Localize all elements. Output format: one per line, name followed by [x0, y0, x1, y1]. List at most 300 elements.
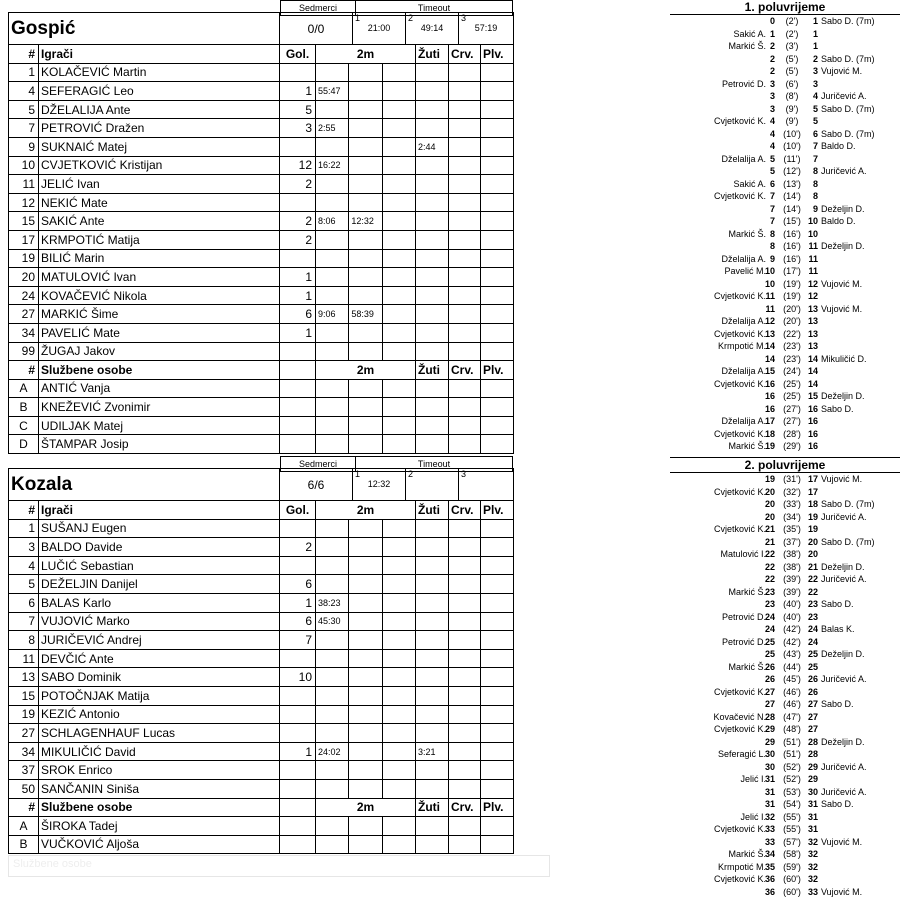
goal-event: [670, 340, 900, 353]
player-number: 1: [9, 519, 39, 538]
official-empty-cell: [280, 435, 316, 454]
player-suspension-1: [316, 575, 349, 594]
sedmerci-label: Sedmerci: [281, 1, 356, 16]
event-minute: (23'): [783, 353, 801, 364]
event-minute: (44'): [783, 661, 801, 672]
player-red-card: [449, 742, 481, 761]
event-minute: (31'): [783, 474, 801, 484]
player-red-card: [449, 761, 481, 780]
player-goals: [280, 724, 316, 743]
col-blue-header: Plv.: [481, 501, 514, 520]
player-red-card: [449, 175, 481, 194]
event-minute: (20'): [783, 303, 801, 314]
player-goals: 7: [280, 631, 316, 650]
player-blue-card: [481, 156, 514, 175]
event-minute: (47'): [783, 711, 801, 722]
player-name: SABO Dominik: [39, 668, 280, 687]
player-suspension-3: [382, 724, 415, 743]
home-score: 0: [769, 16, 775, 26]
goal-event: [670, 378, 900, 391]
official-empty-cell: [382, 835, 415, 854]
player-goals: 1: [280, 323, 316, 342]
player-suspension-3: [382, 212, 415, 231]
away-team-name: Kozala: [9, 469, 280, 501]
goal-event: [670, 548, 900, 561]
event-minute: (16'): [783, 241, 801, 251]
event-minute: (14'): [783, 191, 801, 201]
goal-event: [670, 415, 900, 428]
player-row: [9, 137, 514, 156]
player-goals: [280, 761, 316, 780]
player-goals: [280, 649, 316, 668]
player-suspension-1: [316, 761, 349, 780]
away-scorer: Vujović M.: [821, 474, 863, 484]
player-red-card: [449, 249, 481, 268]
home-scorer: Cvjetković K.: [713, 524, 766, 534]
officials-yellow-header: Žuti: [416, 798, 449, 817]
home-score: 16: [764, 378, 775, 389]
goal-event: [670, 165, 900, 178]
player-suspension-2: [349, 686, 382, 705]
event-minute: (11'): [783, 153, 801, 164]
player-suspension-3: [382, 286, 415, 305]
player-number: 19: [9, 705, 39, 724]
event-minute: (14'): [783, 203, 801, 214]
player-goals: [280, 137, 316, 156]
official-empty-cell: [280, 835, 316, 854]
home-score: 8: [769, 241, 775, 251]
away-score: 8: [812, 166, 818, 176]
home-scorer: Jelić I.: [740, 774, 766, 784]
event-minute: (43'): [783, 649, 801, 659]
away-score: 3: [812, 78, 818, 89]
home-score: 2: [769, 41, 775, 51]
home-score: 24: [764, 624, 775, 634]
player-goals: 6: [280, 305, 316, 324]
away-scorer: Sabo D. (7m): [821, 499, 875, 509]
player-blue-card: [481, 175, 514, 194]
player-row: [9, 286, 514, 305]
home-score: 22: [764, 549, 775, 559]
player-number: 34: [9, 742, 39, 761]
player-row: [9, 538, 514, 557]
player-suspension-2: [349, 137, 382, 156]
home-scorer: Cvjetković K.: [713, 291, 766, 301]
event-minute: (19'): [783, 278, 801, 289]
player-number: 20: [9, 268, 39, 287]
first-half-events: [670, 0, 900, 453]
event-minute: (10'): [783, 141, 801, 151]
event-minute: (33'): [783, 499, 801, 509]
player-suspension-3: [382, 193, 415, 212]
player-yellow-card: [416, 593, 449, 612]
away-score: 27: [807, 699, 818, 709]
event-minute: (59'): [783, 861, 801, 872]
away-score: 19: [807, 511, 818, 522]
player-red-card: [449, 612, 481, 631]
home-score: 22: [764, 561, 775, 572]
home-seven-meter-score: 0/0: [280, 13, 353, 45]
event-minute: (3'): [785, 41, 799, 51]
player-red-card: [449, 212, 481, 231]
player-number: 99: [9, 342, 39, 361]
away-scorer: Juričević A.: [821, 574, 867, 584]
home-scorer: Dželalija A.: [721, 253, 766, 264]
player-yellow-card: [416, 724, 449, 743]
home-scorer: Cvjetković K.: [713, 486, 766, 497]
away-scorer: Baldo D.: [821, 216, 856, 226]
goal-event: [670, 861, 900, 874]
player-suspension-1: 8:06: [316, 212, 349, 231]
home-score: 3: [769, 78, 775, 89]
away-scorer: Sabo D.: [821, 699, 854, 709]
player-yellow-card: [416, 668, 449, 687]
event-minute: (13'): [783, 178, 801, 189]
away-scorer: Deželjin D.: [821, 561, 865, 572]
home-scorer: Seferagić L.: [717, 749, 766, 759]
player-red-card: [449, 556, 481, 575]
away-score: 16: [807, 428, 818, 439]
player-suspension-1: 45:30: [316, 612, 349, 631]
home-score: 29: [764, 736, 775, 747]
away-scorer: Juričević A.: [821, 674, 867, 684]
away-score: 32: [807, 874, 818, 884]
player-name: MARKIĆ Šime: [39, 305, 280, 324]
official-empty-cell: [416, 398, 449, 417]
away-score: 29: [807, 774, 818, 784]
player-suspension-1: [316, 519, 349, 538]
official-empty-cell: [449, 835, 481, 854]
away-timeout-2: 2: [406, 469, 459, 501]
player-suspension-2: [349, 100, 382, 119]
player-name: SUŠANJ Eugen: [39, 519, 280, 538]
player-yellow-card: [416, 612, 449, 631]
goal-event: [670, 686, 900, 699]
player-red-card: [449, 156, 481, 175]
home-scorer: Krmpotić M.: [717, 341, 766, 351]
player-suspension-1: [316, 724, 349, 743]
goal-event: [670, 65, 900, 78]
away-scorer: Balas K.: [821, 624, 855, 634]
away-score: 10: [807, 228, 818, 239]
player-suspension-1: 55:47: [316, 82, 349, 101]
event-minute: (10'): [783, 128, 801, 139]
official-empty-cell: [449, 379, 481, 398]
player-number: 4: [9, 82, 39, 101]
away-score: 17: [807, 486, 818, 497]
player-name: ŽUGAJ Jakov: [39, 342, 280, 361]
player-suspension-2: [349, 230, 382, 249]
player-blue-card: [481, 305, 514, 324]
player-suspension-1: [316, 668, 349, 687]
home-score: 20: [764, 499, 775, 509]
player-row: [9, 193, 514, 212]
goal-event: [670, 536, 900, 549]
home-score: 32: [764, 811, 775, 822]
home-scorer: Cvjetković K.: [713, 874, 766, 884]
officials-empty-header: [280, 361, 316, 380]
official-row: [9, 398, 514, 417]
away-score: 7: [812, 153, 818, 164]
player-row: [9, 612, 514, 631]
player-name: BALDO Davide: [39, 538, 280, 557]
player-number: 34: [9, 323, 39, 342]
player-suspension-2: [349, 538, 382, 557]
player-name: BALAS Karlo: [39, 593, 280, 612]
official-empty-cell: [416, 435, 449, 454]
event-minute: (2'): [785, 28, 799, 39]
player-name: DEVČIĆ Ante: [39, 649, 280, 668]
officials-empty-header: [280, 798, 316, 817]
player-row: [9, 63, 514, 82]
event-minute: (39'): [783, 586, 801, 597]
official-empty-cell: [416, 379, 449, 398]
official-empty-cell: [316, 435, 349, 454]
player-yellow-card: 2:44: [416, 137, 449, 156]
player-number: 11: [9, 649, 39, 668]
player-row: [9, 556, 514, 575]
player-suspension-2: [349, 612, 382, 631]
home-team-name: Gospić: [9, 13, 280, 45]
home-score: 31: [764, 799, 775, 809]
player-suspension-2: [349, 705, 382, 724]
away-score: 4: [812, 91, 818, 101]
event-minute: (9'): [785, 103, 799, 114]
home-score: 17: [764, 416, 775, 426]
goal-event: [670, 648, 900, 661]
player-suspension-3: [382, 575, 415, 594]
away-scorer: Sabo D. (7m): [821, 128, 875, 139]
player-yellow-card: [416, 649, 449, 668]
goal-event: [670, 315, 900, 328]
home-score: 6: [769, 178, 775, 189]
goal-event: [670, 403, 900, 416]
player-suspension-2: [349, 649, 382, 668]
away-score: 6: [812, 128, 818, 139]
home-score: 11: [765, 303, 775, 314]
player-goals: [280, 249, 316, 268]
player-goals: 1: [280, 286, 316, 305]
player-red-card: [449, 100, 481, 119]
player-suspension-2: [349, 556, 382, 575]
event-minute: (22'): [783, 328, 801, 339]
home-scorer: Markić Š.: [728, 41, 766, 51]
col-name-header: Igrači: [39, 501, 280, 520]
goal-event: [670, 15, 900, 28]
officials-header-row: [9, 361, 514, 380]
away-scorer: Sabo D. (7m): [821, 53, 875, 64]
event-minute: (48'): [783, 724, 801, 734]
player-suspension-3: [382, 230, 415, 249]
player-red-card: [449, 342, 481, 361]
official-row: [9, 435, 514, 454]
player-red-card: [449, 779, 481, 798]
away-score: 31: [807, 824, 818, 834]
home-scorer: Cvjetković K.: [713, 428, 766, 439]
event-minute: (57'): [783, 836, 801, 847]
official-name: ŠIROKA Tadej: [39, 817, 280, 836]
goal-event: [670, 178, 900, 191]
player-suspension-1: [316, 193, 349, 212]
player-yellow-card: [416, 323, 449, 342]
away-scorer: Baldo D.: [821, 141, 856, 151]
away-score: 31: [807, 799, 818, 809]
player-red-card: [449, 724, 481, 743]
away-score: 29: [807, 761, 818, 772]
away-score: 19: [807, 524, 818, 534]
away-scorer: Juričević A.: [821, 511, 867, 522]
player-yellow-card: [416, 556, 449, 575]
away-seven-meter-score: 6/6: [280, 469, 353, 501]
player-suspension-1: [316, 538, 349, 557]
event-minute: (51'): [783, 736, 801, 747]
player-suspension-1: [316, 286, 349, 305]
home-scorer: Pavelić M.: [724, 266, 766, 276]
player-red-card: [449, 193, 481, 212]
event-minute: (27'): [783, 403, 801, 414]
goal-event: [670, 153, 900, 166]
player-suspension-1: [316, 556, 349, 575]
official-empty-cell: [416, 416, 449, 435]
player-blue-card: [481, 193, 514, 212]
col-red-header: Crv.: [449, 501, 481, 520]
goal-event: [670, 573, 900, 586]
player-row: [9, 305, 514, 324]
player-name: KEZIĆ Antonio: [39, 705, 280, 724]
goal-event: [670, 773, 900, 786]
away-score: 8: [812, 178, 818, 189]
player-blue-card: [481, 63, 514, 82]
player-suspension-1: 38:23: [316, 593, 349, 612]
player-blue-card: [481, 649, 514, 668]
player-yellow-card: [416, 705, 449, 724]
player-row: [9, 705, 514, 724]
home-score: 11: [765, 291, 775, 301]
player-yellow-card: [416, 249, 449, 268]
player-suspension-2: [349, 249, 382, 268]
event-minute: (19'): [783, 291, 801, 301]
official-empty-cell: [349, 835, 382, 854]
goal-event: [670, 623, 900, 636]
home-score: 33: [764, 836, 775, 847]
home-score: 1: [769, 28, 775, 39]
goal-event: [670, 90, 900, 103]
goal-event: [670, 723, 900, 736]
home-score: 23: [764, 586, 775, 597]
goal-event: [670, 698, 900, 711]
event-minute: (12'): [783, 166, 801, 176]
official-empty-cell: [280, 817, 316, 836]
col-goals-header: Gol.: [280, 501, 316, 520]
player-goals: 1: [280, 268, 316, 287]
player-name: JELIĆ Ivan: [39, 175, 280, 194]
player-suspension-1: [316, 63, 349, 82]
player-suspension-1: [316, 342, 349, 361]
player-red-card: [449, 268, 481, 287]
player-goals: [280, 63, 316, 82]
player-red-card: [449, 230, 481, 249]
player-suspension-1: [316, 137, 349, 156]
official-name: KNEŽEVIĆ Zvonimir: [39, 398, 280, 417]
goal-event: [670, 598, 900, 611]
player-suspension-2: [349, 742, 382, 761]
event-minute: (34'): [783, 511, 801, 522]
home-scorer: Krmpotić M.: [717, 861, 766, 872]
away-timeout-3: 3: [459, 469, 514, 501]
home-score: 12: [764, 316, 775, 326]
event-minute: (39'): [783, 574, 801, 584]
player-red-card: [449, 82, 481, 101]
home-score: 8: [769, 228, 775, 239]
player-name: PETROVIĆ Dražen: [39, 119, 280, 138]
player-blue-card: [481, 686, 514, 705]
home-scorer: Dželalija A.: [721, 153, 766, 164]
player-yellow-card: [416, 305, 449, 324]
player-suspension-1: [316, 631, 349, 650]
event-minute: (45'): [783, 674, 801, 684]
player-name: SROK Enrico: [39, 761, 280, 780]
home-score: 21: [764, 524, 775, 534]
home-score: 2: [769, 66, 775, 76]
official-empty-cell: [316, 398, 349, 417]
player-blue-card: [481, 137, 514, 156]
player-goals: 2: [280, 230, 316, 249]
goal-event: [670, 523, 900, 536]
home-scorer: Dželalija A.: [721, 366, 766, 376]
event-minute: (42'): [783, 636, 801, 647]
player-red-card: [449, 668, 481, 687]
away-score: 20: [807, 536, 818, 547]
goal-event: [670, 498, 900, 511]
official-letter: B: [9, 398, 39, 417]
player-suspension-3: [382, 649, 415, 668]
player-red-card: [449, 575, 481, 594]
sedmerci-label: Sedmerci: [281, 457, 356, 472]
official-empty-cell: [280, 398, 316, 417]
event-minute: (2'): [785, 16, 799, 26]
goal-event: [670, 365, 900, 378]
goal-event: [670, 886, 900, 899]
home-score: 5: [769, 166, 775, 176]
away-scorer: Vujović M.: [821, 278, 863, 289]
official-name: VUČKOVIĆ Aljoša: [39, 835, 280, 854]
official-empty-cell: [416, 817, 449, 836]
event-minute: (20'): [783, 316, 801, 326]
player-yellow-card: [416, 631, 449, 650]
player-suspension-2: [349, 119, 382, 138]
player-suspension-1: 2:55: [316, 119, 349, 138]
home-title-row: [8, 12, 514, 45]
home-score: 35: [764, 861, 775, 872]
home-score: 27: [764, 686, 775, 697]
player-name: POTOČNJAK Matija: [39, 686, 280, 705]
official-empty-cell: [449, 416, 481, 435]
player-suspension-2: [349, 631, 382, 650]
officials-name-header: Službene osobe: [39, 798, 280, 817]
home-score: 7: [769, 191, 775, 201]
player-suspension-1: [316, 249, 349, 268]
event-minute: (54'): [783, 799, 801, 809]
event-minute: (52'): [783, 761, 801, 772]
col-yellow-header: Žuti: [416, 501, 449, 520]
home-score: 30: [764, 749, 775, 759]
player-number: 27: [9, 305, 39, 324]
player-suspension-3: [382, 82, 415, 101]
home-timeout-1: 1 21:00: [353, 13, 406, 45]
official-letter: A: [9, 817, 39, 836]
home-scorer: Markić Š.: [728, 586, 766, 597]
away-score: 14: [807, 378, 818, 389]
